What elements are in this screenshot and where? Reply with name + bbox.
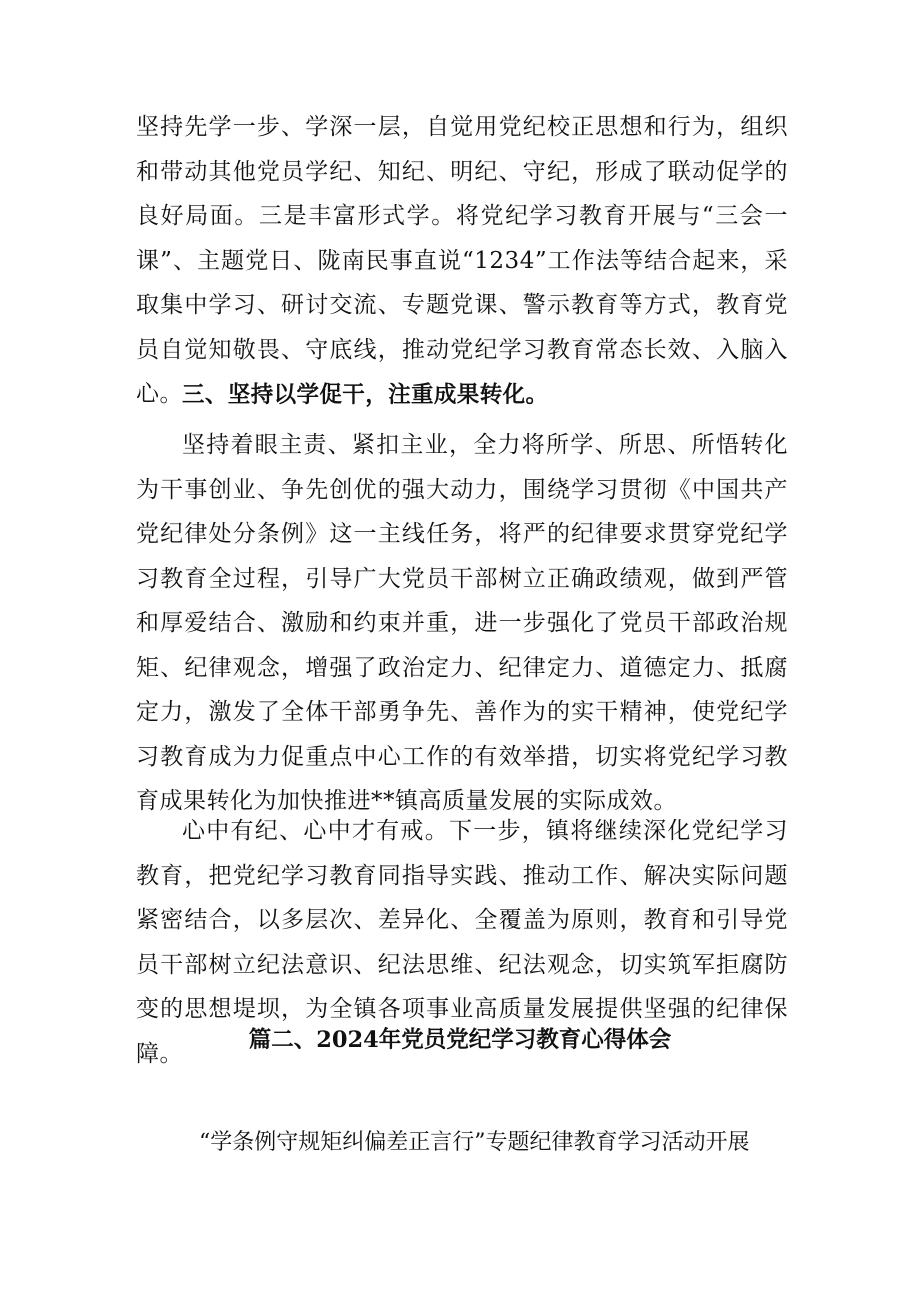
article-section-title: 篇二、2024年党员党纪学习教育心得体会 xyxy=(248,1027,672,1053)
section-heading-3: 三、坚持以学促干，注重成果转化。 xyxy=(182,382,549,408)
article-subtitle: “学条例守规矩纠偏差正言行”专题纪律教育学习活动开展 xyxy=(199,1130,750,1155)
paragraph-body-3: 心中有纪、心中才有戒。下一步，镇将继续深化党纪学习教育，把党纪学习教育同指导实践、推动工作、解决实际问题紧密结合，以多层次、差异化、全覆盖为原则，教育和引导党员干部树立纪法意识、纪法思维、纪法观念，切实筑军拒腐防变的思想堤坝，为全镇各项事业高质量发展提供坚强的纪律保障。 xyxy=(136,818,788,1067)
paragraph-body-1: 坚持先学一步、学深一层，自觉用党纪校正思想和行为，组织和带动其他党员学纪、知纪、明纪、守纪，形成了联动促学的良好局面。三是丰富形式学。将党纪学习教育开展与“三会一课”、主题党日、陇南民事直说“1234”工作法等结合起来，采取集中学习、研讨交流、专题党课、警示教育等方式，教育党员自觉知敬畏、守底线，推动党纪学习教育常态长效、入脑入心。 xyxy=(136,114,788,407)
paragraph-body-2: 坚持着眼主责、紧扣主业，全力将所学、所思、所悟转化为干事创业、争先创优的强大动力，围绕学习贯彻《中国共产党纪律处分条例》这一主线任务，将严的纪律要求贯穿党纪学习教育全过程，引导广大党员干部树立正确政绩观，做到严管和厚爱结合、激励和约束并重，进一步强化了党员干部政治规矩、纪律观念，增强了政治定力、纪律定力、道德定力、抵腐定力，激发了全体干部勇争先、善作为的实干精神，使党纪学习教育成为力促重点中心工作的有效举措，切实将党纪学习教育成果转化为加快推进**镇高质量发展的实际成效。 xyxy=(136,432,788,814)
